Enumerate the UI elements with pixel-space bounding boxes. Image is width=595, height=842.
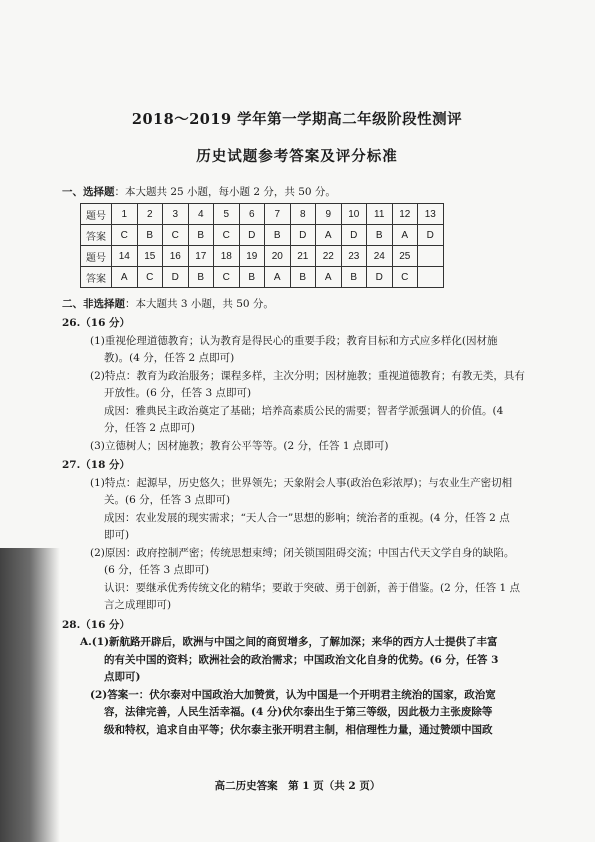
q28-answer-1c: 点即可) <box>104 671 141 683</box>
answer-table-cell: 22 <box>316 246 342 267</box>
answer-table-cell: C <box>214 267 240 288</box>
answer-table-cell: 10 <box>341 204 367 225</box>
q27-answer-1b: 关。(6 分，任答 3 点即可) <box>104 494 231 506</box>
q28-answer-2c: 级和特权，追求自由平等；伏尔泰主张开明君主制，相信理性力量，通过赞颂中国政 <box>104 723 493 736</box>
question-27-heading: 27.（18 分） <box>62 459 131 471</box>
answer-table-cell: C <box>214 225 240 246</box>
answer-table-cell: A <box>392 225 418 246</box>
q27-answer-2d: 言之成理即可) <box>104 599 172 611</box>
scan-shadow <box>0 548 60 842</box>
answer-table-cell: 21 <box>290 246 316 267</box>
q26-answer-3: (3)立德树人；因材施教；教育公平等等。(2 分，任答 1 点即可) <box>90 439 389 452</box>
answer-table-cell: 17 <box>188 246 214 267</box>
answer-table-cell: B <box>188 225 214 246</box>
answer-table-row-num-2 <box>81 246 444 267</box>
answer-table-cell: D <box>239 225 265 246</box>
answer-table-cell: 15 <box>137 246 163 267</box>
answer-table-cell: A <box>112 267 138 288</box>
question-28-heading: 28.（16 分） <box>62 618 131 631</box>
answer-table-cell: 12 <box>392 204 418 225</box>
answer-table-cell: 16 <box>163 246 189 267</box>
q27-answer-1a: (1)特点：起源早，历史悠久；世界领先；天象附会人事(政治色彩浓厚)；与农业生产密切相 <box>90 476 513 489</box>
section-1-heading <box>62 184 532 199</box>
answer-table-cell: B <box>188 267 214 288</box>
answer-table-cell: D <box>341 225 367 246</box>
q26-answer-2c: 成因：雅典民主政治奠定了基础；培养高素质公民的需要；智者学派强调人的价值。(4 <box>104 404 504 417</box>
answer-table-cell: 3 <box>163 204 189 225</box>
answer-table-row-ans-2 <box>81 267 444 288</box>
question-26-heading: 26.（16 分） <box>62 317 131 329</box>
answer-table-cell: D <box>163 267 189 288</box>
answer-table-cell: 14 <box>112 246 138 267</box>
answer-table-cell: B <box>367 225 393 246</box>
answer-table-row-ans-1 <box>81 225 444 246</box>
question-26 <box>62 315 532 455</box>
answer-table-cell: 25 <box>392 246 418 267</box>
answer-table-cell: 5 <box>214 204 240 225</box>
answer-table-cell: 6 <box>239 204 265 225</box>
q27-answer-2b: (6 分，任答 3 点即可) <box>104 564 210 576</box>
answer-table-row-num-1 <box>81 204 444 225</box>
answer-table-cell: B <box>265 225 291 246</box>
document-title-line1: 2018～2019 学年第一学期高二年级阶段性测评 <box>131 111 463 128</box>
question-27 <box>62 457 532 615</box>
answer-table-cell: A <box>265 267 291 288</box>
q28-answer-1b: 的有关中国的资料；欧洲社会的政治需求；中国政治文化自身的优势。(6 分，任答 3 <box>104 653 499 666</box>
answer-table-row-label: 题号 <box>81 246 112 267</box>
answer-table-cell: A <box>316 225 342 246</box>
answer-table-cell: 9 <box>316 204 342 225</box>
answer-table-cell: D <box>418 225 444 246</box>
answer-table-cell: 11 <box>367 204 393 225</box>
answer-table-cell: 2 <box>137 204 163 225</box>
q28-answer-1a: A.(1)新航路开辟后，欧洲与中国之间的商贸增多，了解加深；来华的西方人士提供了丰富 <box>80 636 498 648</box>
section-2-label: 二、非选择题 <box>62 298 125 310</box>
answer-table-cell <box>418 267 444 288</box>
answer-table-cell: D <box>290 225 316 246</box>
question-28 <box>62 617 532 740</box>
q28-answer-2b: 容，法律完善，人民生活幸福。(4 分)伏尔泰出生于第三等级，因此极力主张废除等 <box>104 706 493 718</box>
answer-table-cell: 23 <box>341 246 367 267</box>
answer-table-cell: 7 <box>265 204 291 225</box>
answer-table-cell: 1 <box>112 204 138 225</box>
answer-table-cell: C <box>163 225 189 246</box>
document-title-line2: 历史试题参考答案及评分标准 <box>196 148 398 165</box>
q26-answer-1b: 教)。(4 分，任答 2 点即可) <box>104 352 235 364</box>
q27-answer-2a: (2)原因：政府控制严密；传统思想束缚；闭关锁国阻碍交流；中国古代天文学自身的缺陷。 <box>90 546 515 559</box>
answer-table-row-label: 答案 <box>81 267 112 288</box>
answer-table-row-label: 答案 <box>81 225 112 246</box>
answer-table-cell: B <box>239 267 265 288</box>
q26-answer-2d: 分，任答 2 点即可) <box>104 422 195 434</box>
answer-table-cell: 20 <box>265 246 291 267</box>
answer-table-cell: D <box>367 267 393 288</box>
q27-answer-1c: 成因：农业发展的现实需求；“天人合一”思想的影响；统治者的重视。(4 分，任答 2 点 <box>104 511 510 524</box>
q26-answer-1a: (1)重视伦理道德教育；认为教育是得民心的重要手段；教育目标和方式应多样化(因材施 <box>90 334 498 347</box>
answer-table-cell: 13 <box>418 204 444 225</box>
section-2-desc: ：本大题共 3 小题，共 50 分。 <box>125 298 274 310</box>
answer-table-cell <box>418 246 444 267</box>
answer-table-cell: C <box>112 225 138 246</box>
section-2-heading <box>62 296 532 311</box>
page-footer: 高二历史答案 第 1 页（共 2 页） <box>214 780 381 792</box>
answer-table-cell: 18 <box>214 246 240 267</box>
answer-table-cell: B <box>290 267 316 288</box>
answer-table-cell: B <box>341 267 367 288</box>
answer-table-cell: C <box>392 267 418 288</box>
q26-answer-2a: (2)特点：教育为政治服务；课程多样，主次分明；因材施教；重视道德教育；有教无类，具有 <box>90 369 525 382</box>
answer-table-cell: 19 <box>239 246 265 267</box>
answer-table-row-label: 题号 <box>81 204 112 225</box>
section-1-label: 一、选择题 <box>62 186 115 198</box>
q27-answer-1d: 即可) <box>104 529 130 541</box>
answer-table <box>80 203 444 288</box>
answer-table-cell: B <box>137 225 163 246</box>
answer-table-cell: A <box>316 267 342 288</box>
answer-table-cell: C <box>137 267 163 288</box>
section-1-desc: ：本大题共 25 小题，每小题 2 分，共 50 分。 <box>114 186 336 198</box>
answer-table-cell: 8 <box>290 204 316 225</box>
answer-table-cell: 24 <box>367 246 393 267</box>
answer-table-cell: 4 <box>188 204 214 225</box>
document-content <box>62 108 532 739</box>
q28-answer-2a: (2)答案一：伏尔泰对中国政治大加赞赏，认为中国是一个开明君主统治的国家，政治宽 <box>90 688 496 701</box>
q27-answer-2c: 认识：要继承优秀传统文化的精华；要敢于突破、勇于创新，善于借鉴。(2 分，任答 1 点 <box>104 581 520 594</box>
q26-answer-2b: 开放性。(6 分，任答 3 点即可) <box>104 387 252 399</box>
